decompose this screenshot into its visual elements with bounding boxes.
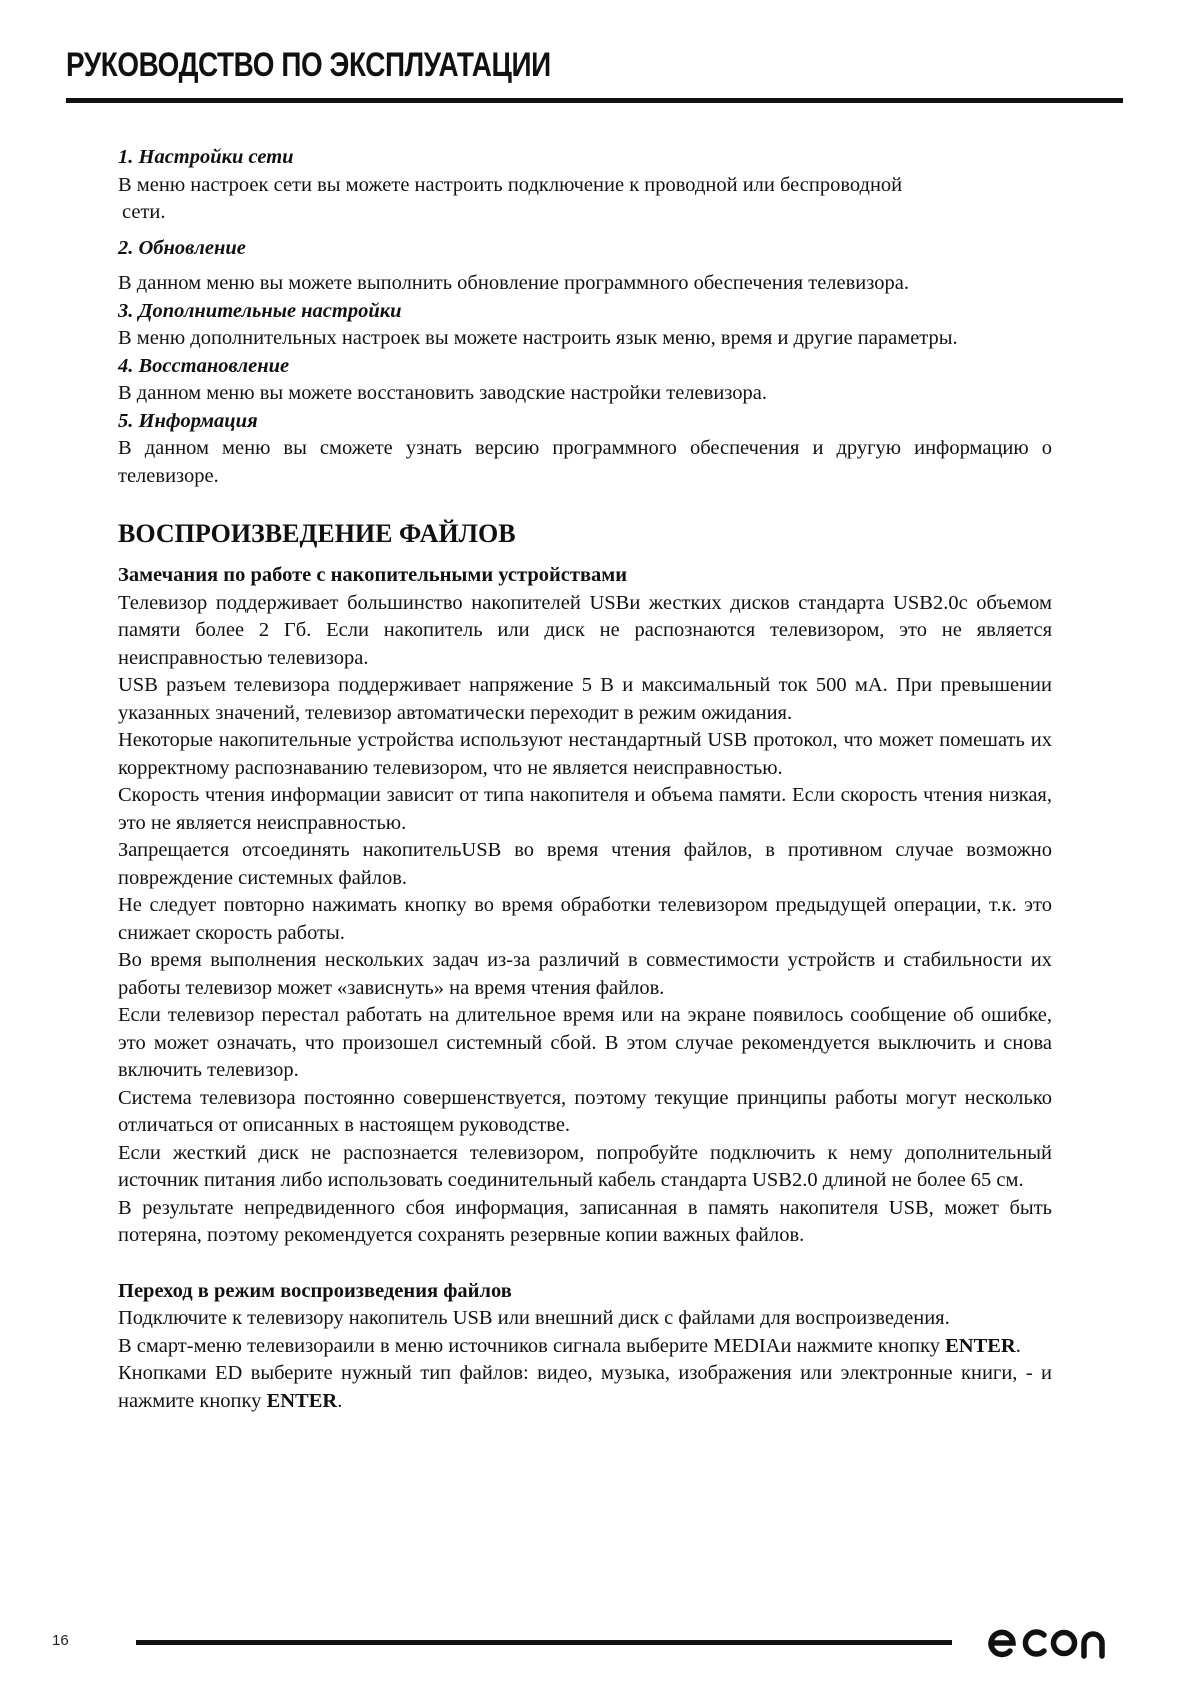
header-divider <box>66 98 1123 103</box>
note-paragraph: USB разъем телевизора поддерживает напряжение 5 В и максимальный ток 500 мА. При превышении указанных значений, телевизор автоматически переходит в режим ожидания. <box>118 674 1052 724</box>
page-header-title: РУКОВОДСТВО ПО ЭКСПЛУАТАЦИИ <box>66 46 551 84</box>
note-paragraph: Телевизор поддерживает большинство накопителей USBи жестких дисков стандарта USB2.0с объемом памяти более 2 Гб. Если накопитель или диск не распознаются телевизором, это не является неисправностью телевизора. <box>118 591 1052 669</box>
playback-mode-step2-end: . <box>1015 1334 1021 1357</box>
playback-section-title: ВОСПРОИЗВЕДЕНИЕ ФАЙЛОВ <box>118 519 516 548</box>
section-info-text: В данном меню вы сможете узнать версию программного обеспечения и другую информацию о телевизоре. <box>118 437 1052 487</box>
playback-mode-step2-text: В смарт-меню телевизораили в меню источников сигнала выберите MEDIAи нажмите кнопку <box>118 1334 946 1357</box>
page-number: 16 <box>52 1632 69 1649</box>
notes-heading: Замечания по работе с накопительными устройствами <box>118 564 628 586</box>
note-paragraph: Не следует повторно нажимать кнопку во время обработки телевизором предыдущей операции, т.к. это снижает скорость работы. <box>118 894 1052 944</box>
section-advanced-title: 3. Дополнительные настройки <box>118 299 402 322</box>
section-update-title: 2. Обновление <box>118 236 246 259</box>
section-advanced-text: В меню дополнительных настроек вы можете настроить язык меню, время и другие параметры. <box>118 327 958 349</box>
note-paragraph: Если жесткий диск не распознается телевизором, попробуйте подключить к нему дополнительный источник питания либо использовать соединительный кабель стандарта USB2.0 длиной не более 65 см. <box>118 1141 1052 1191</box>
playback-mode-step3-end: . <box>337 1389 343 1412</box>
main-content <box>118 144 1052 1415</box>
playback-mode-step2 <box>118 1333 1052 1361</box>
econ-logo <box>986 1620 1112 1664</box>
note-paragraph: Скорость чтения информации зависит от типа накопителя и объема памяти. Если скорость чтения низкая, это не является неисправностью. <box>118 784 1052 834</box>
section-info-title: 5. Информация <box>118 409 258 432</box>
note-paragraph: Во время выполнения нескольких задач из-за различий в совместимости устройств и стабильности их работы телевизор может «зависнуть» на время чтения файлов. <box>118 949 1052 999</box>
section-network-title: 1. Настройки сети <box>118 146 294 168</box>
playback-mode-step1: Подключите к телевизору накопитель USB или внешний диск с файлами для воспроизведения. <box>118 1307 950 1329</box>
section-network-text-line2: сети. <box>122 201 166 223</box>
note-paragraph: Если телевизор перестал работать на длительное время или на экране появилось сообщение об ошибке, это может означать, что произошел системный сбой. В этом случае рекомендуется выключить и снова включить телевизор. <box>118 1004 1052 1081</box>
section-network-text <box>118 172 1052 227</box>
section-restore-text: В данном меню вы можете восстановить заводские настройки телевизора. <box>118 382 768 404</box>
note-paragraph: В результате непредвиденного сбоя информация, записанная в память накопителя USB, может быть потеряна, поэтому рекомендуется сохранять резервные копии важных файлов. <box>118 1196 1052 1246</box>
enter-key-label: ENTER <box>945 1334 1016 1357</box>
section-network-text-line1: В меню настроек сети вы можете настроить подключение к проводной или беспроводной <box>118 173 903 196</box>
playback-mode-step3 <box>118 1360 1052 1415</box>
playback-mode-heading: Переход в режим воспроизведения файлов <box>118 1279 512 1302</box>
note-paragraph: Запрещается отсоединять накопительUSB во время чтения файлов, в противном случае возможно повреждение системных файлов. <box>118 839 1052 889</box>
enter-key-label: ENTER <box>266 1389 338 1412</box>
footer-divider <box>136 1640 952 1645</box>
note-paragraph: Некоторые накопительные устройства используют нестандартный USB протокол, что может помешать их корректному распознаванию телевизором, что не является неисправностью. <box>118 729 1052 779</box>
section-restore-title: 4. Восстановление <box>118 354 290 377</box>
note-paragraph: Система телевизора постоянно совершенствуется, поэтому текущие принципы работы могут несколько отличаться от описанных в настоящем руководстве. <box>118 1086 1052 1136</box>
section-update-text: В данном меню вы можете выполнить обновление программного обеспечения телевизора. <box>118 272 909 294</box>
playback-mode-step3-text: Кнопками ED выберите нужный тип файлов: видео, музыка, изображения или электронные книги, - и нажмите кнопку <box>118 1362 1052 1412</box>
